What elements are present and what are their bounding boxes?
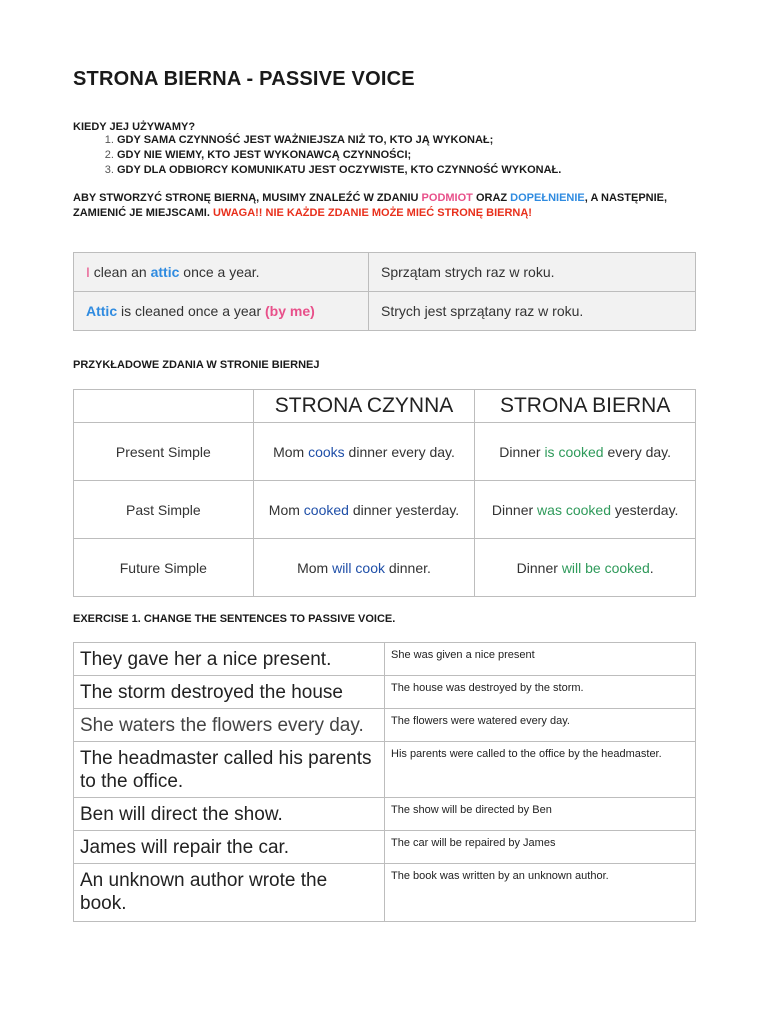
rule-text: ORAZ — [472, 192, 511, 204]
sentence-text: yesterday. — [610, 501, 679, 518]
rule-warning: UWAGA!! NIE KAŻDE ZDANIE MOŻE MIEĆ STRONĘ BIERNĄ! — [212, 207, 532, 219]
table-row — [74, 643, 696, 676]
passive-rule-paragraph — [73, 191, 698, 221]
tense-cell: Past Simple — [74, 481, 254, 539]
empty-header-cell — [74, 390, 254, 423]
rule-object-term: DOPEŁNIENIE — [510, 192, 585, 204]
sentence-text: dinner yesterday. — [348, 501, 460, 518]
example-text: clean an — [89, 264, 151, 280]
table-row — [74, 709, 696, 742]
rule-text: , A NASTĘPNIE, ZAMIENIĆ JE MIEJSCAMI. — [73, 192, 668, 219]
example-text: once a year. — [179, 264, 260, 280]
table-row — [74, 539, 696, 597]
sentence-text: Mom — [268, 501, 304, 518]
active-verb: will cook — [332, 559, 385, 576]
rule-text: ABY STWORZYĆ STRONĘ BIERNĄ, MUSIMY ZNALEŹĆ W ZDANIU — [73, 192, 422, 204]
passive-verb: is cooked — [544, 443, 604, 460]
answer-cell[interactable]: The car will be repaired by James — [385, 831, 696, 864]
example-agent: (by me) — [265, 303, 315, 319]
answer-cell[interactable]: The show will be directed by Ben — [385, 798, 696, 831]
passive-sentence-cell — [475, 539, 696, 597]
table-row — [74, 292, 696, 331]
table-row — [74, 676, 696, 709]
active-sentence: Ben will direct the show. — [74, 798, 385, 831]
table-row — [74, 864, 696, 922]
active-sentence-cell — [253, 423, 475, 481]
example-subject: I — [86, 264, 90, 280]
passive-verb: was cooked — [537, 501, 611, 518]
passive-voice-header: STRONA BIERNA — [475, 390, 696, 423]
passive-sentence-cell — [475, 423, 696, 481]
example-text: is cleaned once a year — [117, 303, 265, 319]
active-sentence: They gave her a nice present. — [74, 643, 385, 676]
sentence-text: every day. — [603, 443, 672, 460]
exercise-table — [73, 642, 696, 922]
table-row — [74, 798, 696, 831]
translation-cell: Sprzątam strych raz w roku. — [369, 253, 696, 292]
sentence-text: dinner every day. — [344, 443, 455, 460]
sentence-text: . — [649, 559, 654, 576]
table-row — [74, 423, 696, 481]
table-header-row — [74, 390, 696, 423]
table-row — [74, 481, 696, 539]
example-object: Attic — [86, 303, 118, 319]
passive-verb: will be cooked — [561, 559, 650, 576]
usage-item: 1. GDY SAMA CZYNNOŚĆ JEST WAŻNIEJSZA NIŻ TO, KTO JĄ WYKONAŁ; — [117, 133, 737, 148]
table-row — [74, 831, 696, 864]
examples-heading: PRZYKŁADOWE ZDANIA W STRONIE BIERNEJ — [73, 359, 320, 371]
sentence-text: dinner. — [384, 559, 431, 576]
usage-item: 3. GDY DLA ODBIORCY KOMUNIKATU JEST OCZYWISTE, KTO CZYNNOŚĆ WYKONAŁ. — [117, 163, 737, 178]
translation-cell: Strych jest sprzątany raz w roku. — [369, 292, 696, 331]
sentence-text: Mom — [297, 559, 333, 576]
tense-cell: Future Simple — [74, 539, 254, 597]
passive-example-cell — [74, 292, 369, 331]
active-sentence: The storm destroyed the house — [74, 676, 385, 709]
active-voice-header: STRONA CZYNNA — [253, 390, 475, 423]
active-sentence: James will repair the car. — [74, 831, 385, 864]
usage-heading: KIEDY JEJ UŻYWAMY? — [73, 121, 196, 133]
passive-sentence-cell — [475, 481, 696, 539]
usage-item: 2. GDY NIE WIEMY, KTO JEST WYKONAWCĄ CZYNNOŚCI; — [117, 148, 737, 163]
active-sentence: The headmaster called his parents to the office. — [74, 742, 385, 798]
active-sentence-cell — [253, 539, 475, 597]
active-sentence-cell — [253, 481, 475, 539]
sentence-text: Dinner — [491, 501, 538, 518]
usage-list — [73, 133, 737, 178]
tense-cell: Present Simple — [74, 423, 254, 481]
example-object: attic — [150, 264, 180, 280]
active-verb: cooked — [303, 501, 349, 518]
sentence-text: Mom — [273, 443, 309, 460]
tenses-table — [73, 389, 696, 597]
table-row — [74, 742, 696, 798]
table-row — [74, 253, 696, 292]
active-verb: cooks — [308, 443, 345, 460]
answer-cell[interactable]: The flowers were watered every day. — [385, 709, 696, 742]
example-table — [73, 252, 696, 331]
exercise-heading: EXERCISE 1. CHANGE THE SENTENCES TO PASSIVE VOICE. — [73, 613, 396, 625]
active-example-cell — [74, 253, 369, 292]
rule-subject-term: PODMIOT — [421, 192, 473, 204]
active-sentence: She waters the flowers every day. — [74, 709, 385, 742]
answer-cell[interactable]: His parents were called to the office by the headmaster. — [385, 742, 696, 798]
sentence-text: Dinner — [516, 559, 562, 576]
answer-cell[interactable]: The house was destroyed by the storm. — [385, 676, 696, 709]
answer-cell[interactable]: The book was written by an unknown author. — [385, 864, 696, 922]
page-title: STRONA BIERNA - PASSIVE VOICE — [73, 68, 415, 90]
answer-cell[interactable]: She was given a nice present — [385, 643, 696, 676]
active-sentence: An unknown author wrote the book. — [74, 864, 385, 922]
sentence-text: Dinner — [499, 443, 545, 460]
